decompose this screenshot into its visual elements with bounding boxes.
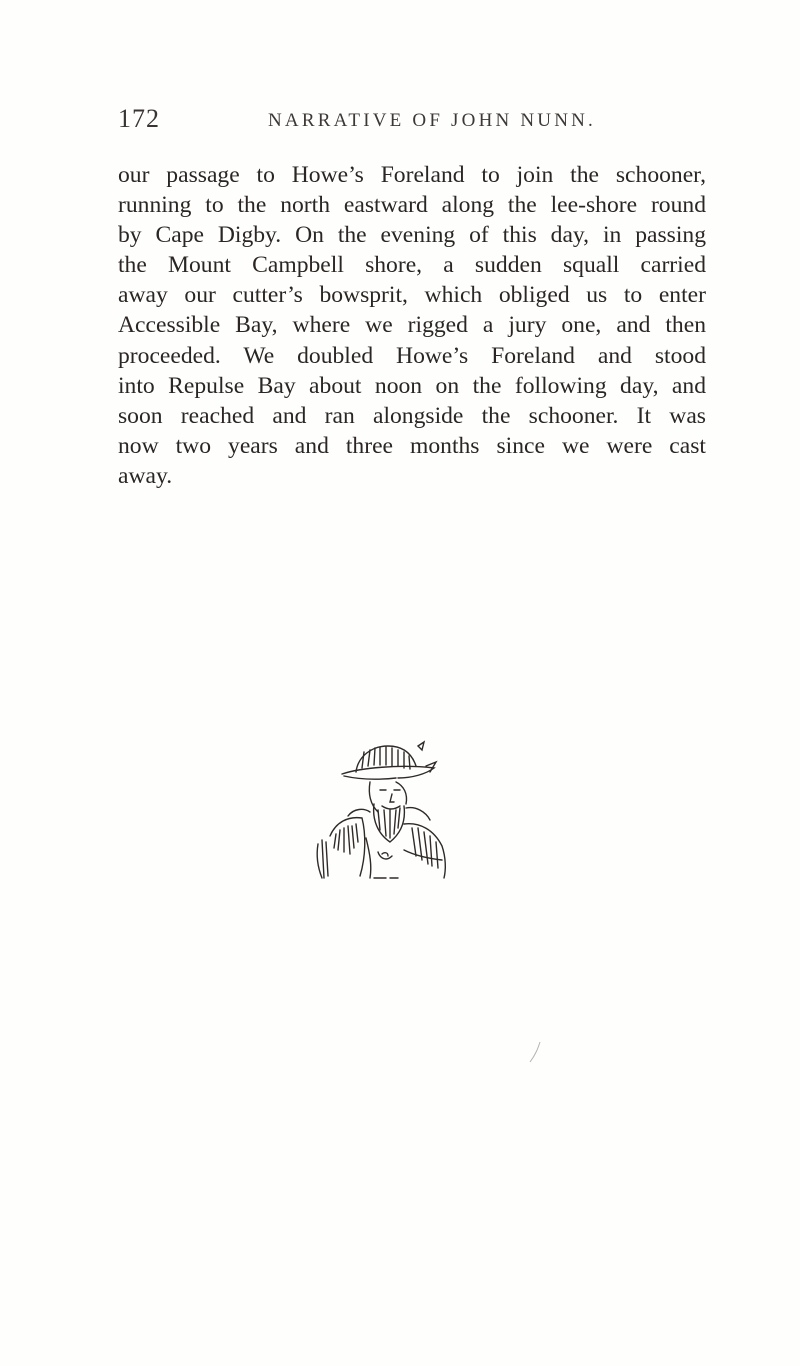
text-line: soon reached and ran alongside the schooner. It was [118,402,706,429]
text-line: by Cape Digby. On the evening of this day, in passing [118,222,706,249]
running-head [118,104,704,138]
page-number: 172 [118,104,160,133]
stray-ink-mark [528,1040,544,1064]
text-line: running to the north eastward along the lee-shore round [118,192,706,219]
text-line: Accessible Bay, where we rigged a jury one, and then [118,312,706,339]
text-line: now two years and three months since we were cast [118,432,706,459]
text-line: our passage to Howe’s Foreland to join the schooner, [118,162,706,188]
text-line: into Repulse Bay about noon on the following day, and [118,372,706,399]
text-line: proceeded. We doubled Howe’s Foreland and stood [118,342,706,369]
text-line: away. [118,462,173,489]
vignette-illustration [308,738,458,880]
body-paragraph [118,160,706,491]
running-title: NARRATIVE OF JOHN NUNN. [268,110,596,131]
text-line: the Mount Campbell shore, a sudden squall carried [118,252,706,279]
text-line: away our cutter’s bowsprit, which obliged us to enter [118,282,706,309]
